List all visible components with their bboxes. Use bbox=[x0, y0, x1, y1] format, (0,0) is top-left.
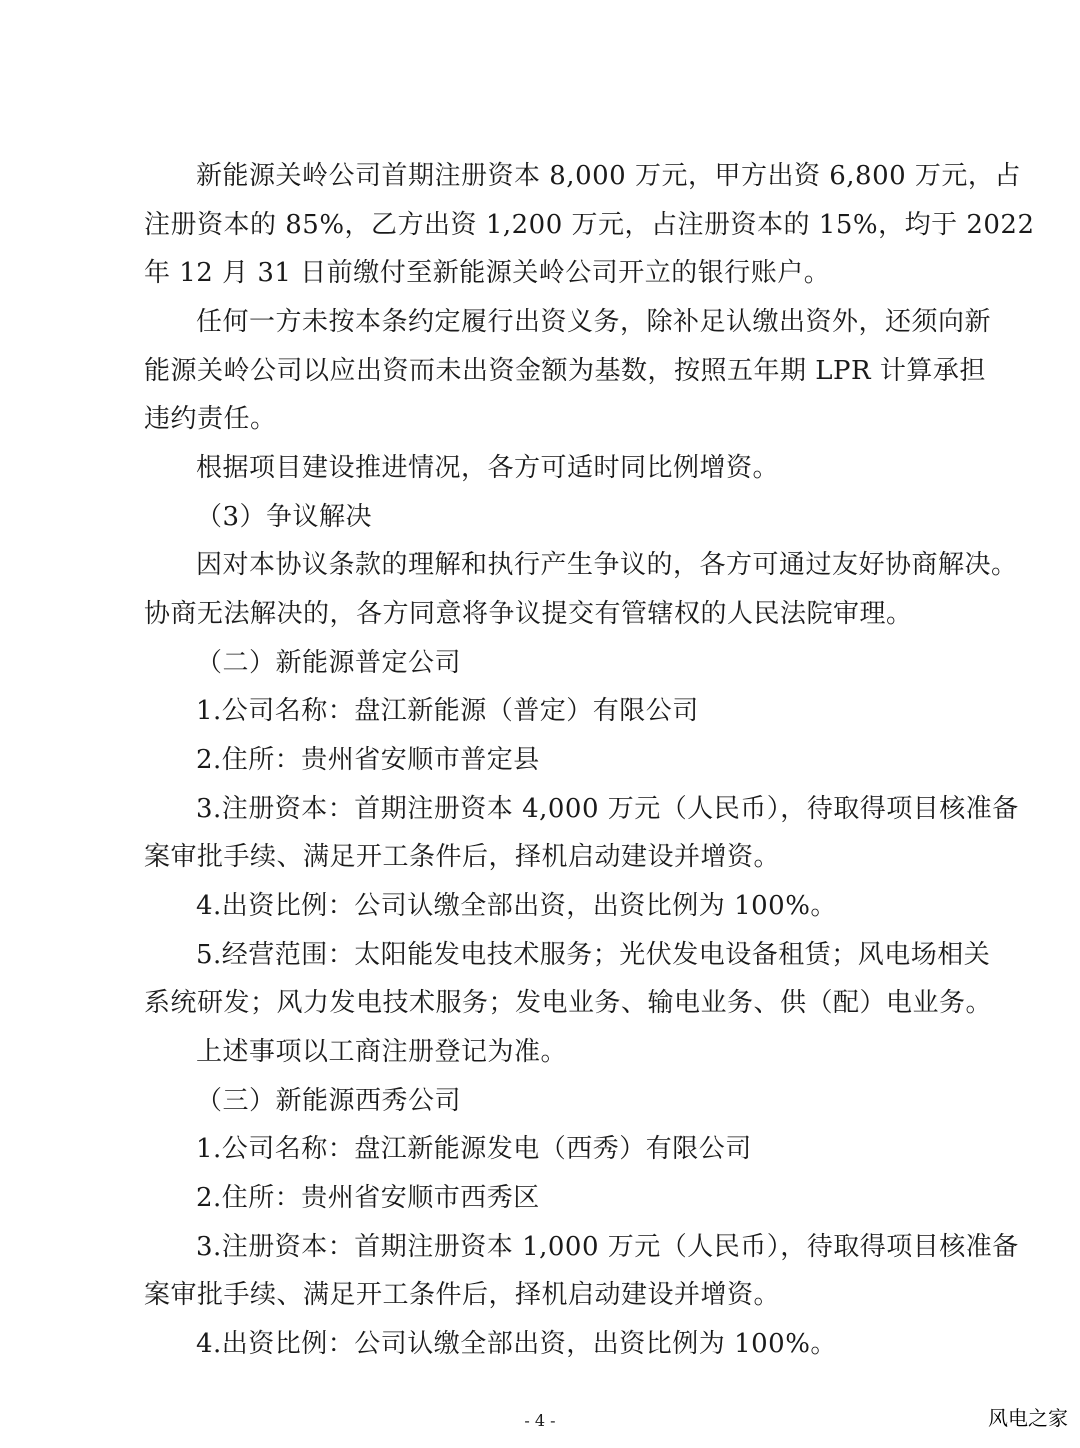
paragraph-line: 5.经营范围：太阳能发电技术服务；光伏发电设备租赁；风电场相关 bbox=[196, 940, 991, 970]
paragraph-line: 新能源关岭公司首期注册资本 8,000 万元，甲方出资 6,800 万元，占 bbox=[196, 161, 1021, 191]
paragraph-line: 系统研发；风力发电技术服务；发电业务、输电业务、供（配）电业务。 bbox=[144, 988, 993, 1018]
paragraph-line: 违约责任。 bbox=[144, 404, 277, 434]
paragraph-line: 4.出资比例：公司认缴全部出资，出资比例为 100%。 bbox=[196, 1329, 837, 1359]
paragraph-line: 2.住所：贵州省安顺市西秀区 bbox=[196, 1183, 540, 1213]
paragraph-line: 3.注册资本：首期注册资本 1,000 万元（人民币），待取得项目核准备 bbox=[196, 1232, 1019, 1262]
paragraph-line: 3.注册资本：首期注册资本 4,000 万元（人民币），待取得项目核准备 bbox=[196, 794, 1019, 824]
page-number: - 4 - bbox=[524, 1411, 556, 1430]
watermark: 风电之家 bbox=[988, 1406, 1068, 1430]
paragraph-line: 根据项目建设推进情况，各方可适时同比例增资。 bbox=[196, 453, 780, 483]
section-heading: （3）争议解决 bbox=[196, 502, 373, 532]
paragraph-line: 因对本协议条款的理解和执行产生争议的，各方可通过友好协商解决。 bbox=[196, 550, 1018, 580]
paragraph-line: 1.公司名称：盘江新能源发电（西秀）有限公司 bbox=[196, 1134, 752, 1164]
paragraph-line: 案审批手续、满足开工条件后，择机启动建设并增资。 bbox=[144, 1280, 781, 1310]
paragraph-line: 任何一方未按本条约定履行出资义务，除补足认缴出资外，还须向新 bbox=[196, 307, 992, 337]
paragraph-line: 4.出资比例：公司认缴全部出资，出资比例为 100%。 bbox=[196, 891, 837, 921]
paragraph-line: 注册资本的 85%，乙方出资 1,200 万元，占注册资本的 15%，均于 2022 bbox=[144, 210, 1035, 240]
section-heading: （二）新能源普定公司 bbox=[196, 648, 462, 678]
section-heading: （三）新能源西秀公司 bbox=[196, 1086, 462, 1116]
paragraph-line: 能源关岭公司以应出资而未出资金额为基数，按照五年期 LPR 计算承担 bbox=[144, 356, 986, 386]
paragraph-line: 2.住所：贵州省安顺市普定县 bbox=[196, 745, 540, 775]
paragraph-line: 1.公司名称：盘江新能源（普定）有限公司 bbox=[196, 696, 699, 726]
paragraph-line: 年 12 月 31 日前缴付至新能源关岭公司开立的银行账户。 bbox=[144, 258, 831, 288]
paragraph-line: 上述事项以工商注册登记为准。 bbox=[196, 1037, 568, 1067]
paragraph-line: 案审批手续、满足开工条件后，择机启动建设并增资。 bbox=[144, 842, 781, 872]
paragraph-line: 协商无法解决的，各方同意将争议提交有管辖权的人民法院审理。 bbox=[144, 599, 913, 629]
